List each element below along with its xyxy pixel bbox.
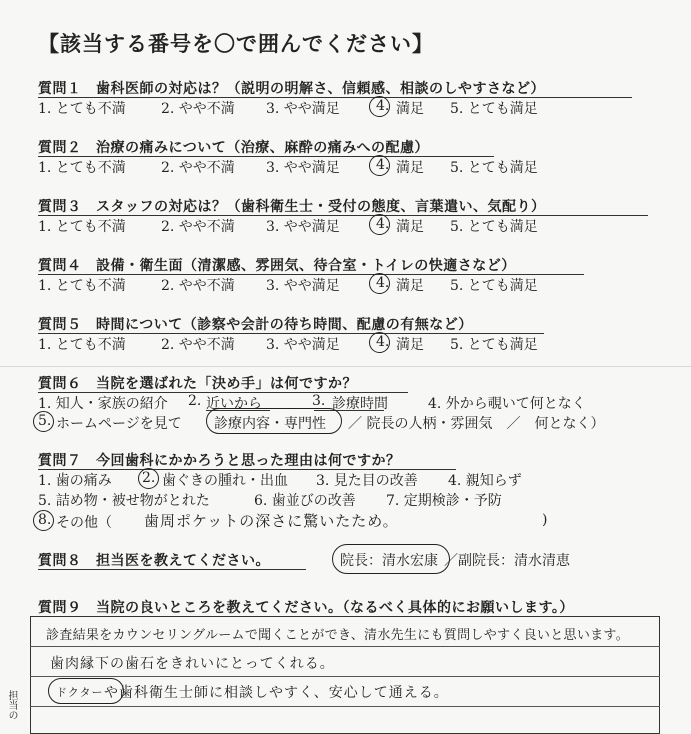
q6-answer-circle (33, 411, 54, 432)
q3-option-4[interactable]: 満足 (396, 219, 424, 235)
q2-option-4[interactable]: 満足 (396, 160, 424, 176)
q5-option-3[interactable]: 3. やや満足 (266, 337, 340, 353)
q7-option-8[interactable]: その他（ (56, 515, 112, 531)
q6-detail-circle (206, 408, 342, 434)
q6-option-2-num[interactable]: 2. (188, 393, 202, 409)
q6-option-5-others: ／ 院長の人柄・雰囲気 ／ 何となく） (348, 416, 605, 432)
q4-option-5[interactable]: 5. とても満足 (450, 278, 538, 294)
q7-answer-circle-8 (33, 510, 54, 531)
q5-option-4[interactable]: 満足 (396, 337, 424, 353)
q1-answer-circle (369, 96, 390, 117)
q5-option-4-num[interactable]: 4. (376, 334, 390, 350)
question-9: 質問９ 当院の良いところを教えてください。（なるべく具体的にお願いします。） (38, 600, 574, 616)
question-3: 質問３ スタッフの対応は？（歯科衛生士・受付の態度、言葉遣い、気配り） (38, 199, 546, 215)
q1-option-4-num[interactable]: 4. (376, 98, 390, 114)
q7-option-6[interactable]: 6. 歯並びの改善 (254, 493, 356, 509)
q3-option-2[interactable]: 2. やや不満 (161, 219, 235, 235)
q4-option-3[interactable]: 3. やや満足 (266, 278, 340, 294)
q7-option-5[interactable]: 5. 詰め物・被せ物がとれた (38, 493, 210, 509)
q2-option-3[interactable]: 3. やや満足 (266, 160, 340, 176)
q5-option-2[interactable]: 2. やや不満 (161, 337, 235, 353)
q7-option-4[interactable]: 4. 親知らず (448, 473, 522, 489)
q6-option-5-detail[interactable]: 診療内容・専門性 (214, 416, 326, 432)
q2-option-2[interactable]: 2. やや不満 (161, 160, 235, 176)
q6-option-4[interactable]: 4. 外から覗いて何となく (428, 396, 586, 412)
q1-option-3[interactable]: 3. やや満足 (266, 101, 340, 117)
q2-option-5[interactable]: 5. とても満足 (450, 160, 538, 176)
q2-option-4-num[interactable]: 4. (376, 157, 390, 173)
q5-option-1[interactable]: 1. とても不満 (38, 337, 126, 353)
q7-option-3[interactable]: 3. 見た目の改善 (316, 473, 418, 489)
q7-option-2-num[interactable]: 2. (142, 470, 156, 486)
q2-answer-circle (369, 155, 390, 176)
q6-option-3-num[interactable]: 3. (312, 393, 326, 409)
q7-answer-circle (138, 468, 159, 489)
q3-option-4-num[interactable]: 4. (376, 216, 390, 232)
q1-option-1[interactable]: 1. とても不満 (38, 101, 126, 117)
q7-other-close-paren: ) (542, 512, 548, 528)
q9-answer-line-2: 歯肉縁下の歯石をきれいにとってくれる。 (50, 656, 335, 672)
q4-answer-circle (369, 273, 390, 294)
question-4: 質問４ 設備・衛生面（清潔感、雰囲気、待合室・トイレの快適さなど） (38, 258, 516, 274)
q1-option-5[interactable]: 5. とても満足 (450, 101, 538, 117)
q7-other-handwritten: 歯周ポケットの深さに驚いたため。 (144, 512, 399, 530)
question-6: 質問６ 当院を選ばれた「決め手」は何ですか？ (38, 376, 357, 392)
question-3-underline (38, 215, 648, 216)
q9-ruled-line-2 (30, 676, 660, 677)
q6-option-1[interactable]: 1. 知人・家族の紹介 (38, 396, 168, 412)
question-8: 質問８ 担当医を教えてください。 (38, 553, 270, 569)
q1-option-4[interactable]: 満足 (396, 101, 424, 117)
question-8-underline (38, 569, 306, 570)
page-title: 【該当する番号を〇で囲んでください】 (38, 31, 434, 56)
q8-option-director[interactable]: 院長：清水宏康 (340, 553, 438, 569)
q7-option-1[interactable]: 1. 歯の痛み (38, 473, 112, 489)
q6-option-3[interactable]: 診療時間 (332, 396, 388, 412)
q8-answer-circle (332, 544, 450, 574)
q6-option-2[interactable]: 近いから (206, 396, 262, 412)
q3-answer-circle (369, 214, 390, 235)
q1-option-2[interactable]: 2. やや不満 (161, 101, 235, 117)
q4-option-4[interactable]: 満足 (396, 278, 424, 294)
q4-option-2[interactable]: 2. やや不満 (161, 278, 235, 294)
q5-option-5[interactable]: 5. とても満足 (450, 337, 538, 353)
question-2: 質問２ 治療の痛みについて（治療、麻酔の痛みへの配慮） (38, 140, 429, 156)
q8-option-vice-director[interactable]: ／副院長：清水清恵 (444, 553, 570, 569)
q2-option-1[interactable]: 1. とても不満 (38, 160, 126, 176)
q4-option-4-num[interactable]: 4. (376, 275, 390, 291)
question-5: 質問５ 時間について（診察や会計の待ち時間、配慮の有無など） (38, 317, 473, 333)
q9-answer-line-3b: や歯科衛生士師に相談しやすく、安心して通える。 (104, 685, 449, 701)
q9-answer-line-3a: ドクター (56, 686, 104, 699)
q7-option-8-num[interactable]: 8. (38, 512, 52, 528)
q9-ruled-line-3 (30, 706, 660, 707)
q3-option-3[interactable]: 3. やや満足 (266, 219, 340, 235)
q6-option-5-num[interactable]: 5. (38, 413, 52, 429)
question-1: 質問１ 歯科医師の対応は？（説明の明解さ、信頼感、相談のしやすさなど） (38, 81, 545, 97)
q4-option-1[interactable]: 1. とても不満 (38, 278, 126, 294)
q6-option-5[interactable]: ホームページを見て (56, 416, 182, 432)
q3-option-1[interactable]: 1. とても不満 (38, 219, 126, 235)
q5-answer-circle (369, 332, 390, 353)
fold-crease (0, 366, 691, 367)
q7-option-7[interactable]: 7. 定期検診・予防 (386, 493, 502, 509)
q9-answer-line-1: 診査結果をカウンセリングルームで聞くことができ、清水先生にも質問しやすく良いと思います。 (46, 628, 629, 643)
q9-ruled-line-1 (30, 646, 660, 647)
q3-option-5[interactable]: 5. とても満足 (450, 219, 538, 235)
side-note: 担当の (6, 690, 17, 720)
q9-doctor-circle (48, 678, 124, 704)
question-7: 質問７ 今回歯科にかかろうと思った理由は何ですか？ (38, 453, 401, 469)
q7-option-2[interactable]: 歯ぐきの腫れ・出血 (162, 473, 288, 489)
